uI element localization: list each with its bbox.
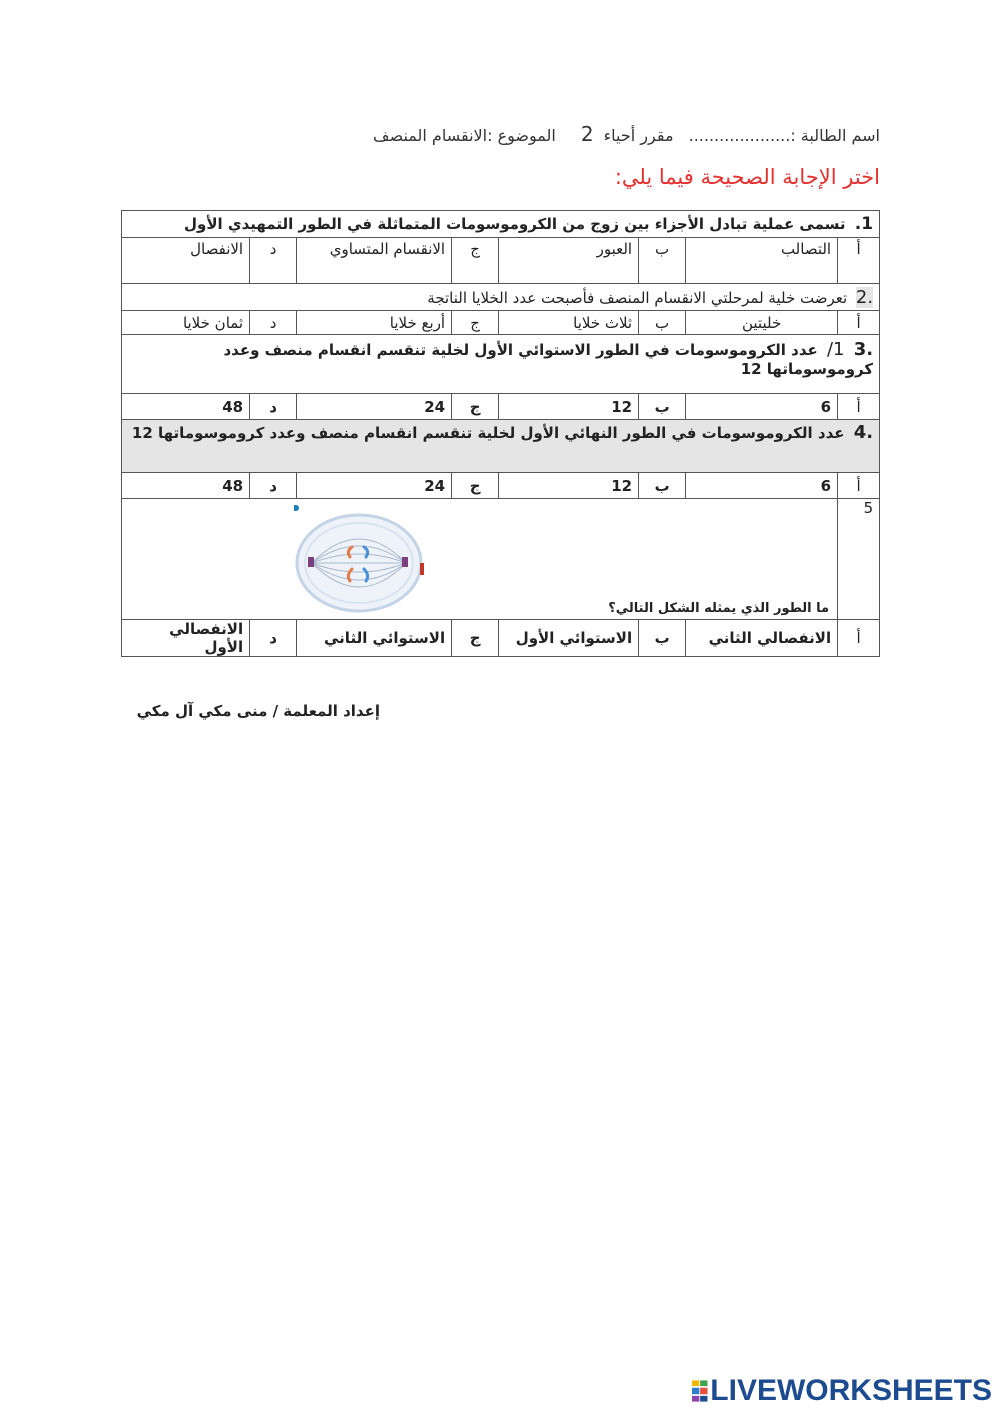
- question-2-row: [122, 284, 880, 311]
- q4-option-a[interactable]: 6: [686, 473, 838, 499]
- q2-option-b[interactable]: ثلاث خلايا: [499, 311, 639, 335]
- q5-option-b[interactable]: الاستوائي الأول: [499, 620, 639, 657]
- option-letter-b: ب: [639, 620, 686, 657]
- question-1-row: [122, 211, 880, 238]
- question-5-text: ما الطور الذي يمثله الشكل التالي؟: [608, 601, 830, 616]
- question-5-row: [122, 499, 880, 620]
- option-letter-d: د: [250, 394, 297, 420]
- figure-corner-mark: [294, 505, 299, 511]
- q5-option-c[interactable]: الاستوائي الثاني: [297, 620, 452, 657]
- question-5-number: 5: [838, 499, 880, 620]
- q3-option-a[interactable]: 6: [686, 394, 838, 420]
- q3-option-c[interactable]: 24: [297, 394, 452, 420]
- cell-division-figure: [294, 505, 424, 615]
- q3-option-b[interactable]: 12: [499, 394, 639, 420]
- question-3-text: .3 1/ عدد الكروموسومات في الطور الاستوائي الأول لخلية تنقسم انقسام منصف وعدد كروموسوماتها 12: [122, 335, 880, 394]
- quiz-table: [121, 210, 880, 657]
- option-letter-a: أ: [838, 394, 880, 420]
- option-letter-c: ج: [452, 394, 499, 420]
- brand-name: LIVEWORKSHEETS: [710, 1374, 992, 1407]
- q1-option-b[interactable]: العبور: [499, 238, 639, 284]
- option-letter-a: أ: [838, 238, 880, 284]
- q2-option-c[interactable]: أربع خلايا: [297, 311, 452, 335]
- option-letter-b: ب: [639, 473, 686, 499]
- question-1-text: 1. تسمى عملية تبادل الأجزاء بين زوج من الكروموسومات المتماثلة في الطور التمهيدي الأول: [122, 211, 880, 238]
- course-number: 2: [580, 122, 594, 146]
- student-name-label: اسم الطالبة :....................: [688, 126, 880, 145]
- question-3-row: [122, 335, 880, 394]
- liveworksheets-brand[interactable]: [692, 1374, 992, 1408]
- option-letter-c: ج: [452, 311, 499, 335]
- option-letter-b: ب: [639, 238, 686, 284]
- option-letter-b: ب: [639, 394, 686, 420]
- topic-label: الموضوع :الانقسام المنصف: [373, 126, 556, 145]
- option-letter-c: ج: [452, 620, 499, 657]
- option-letter-d: د: [250, 311, 297, 335]
- q4-option-b[interactable]: 12: [499, 473, 639, 499]
- q4-option-c[interactable]: 24: [297, 473, 452, 499]
- option-letter-a: أ: [838, 473, 880, 499]
- liveworksheets-logo-icon: [692, 1378, 708, 1404]
- question-4-options: [122, 473, 880, 499]
- question-5-figure-cell: [122, 499, 838, 620]
- option-letter-b: ب: [639, 311, 686, 335]
- option-letter-a: أ: [838, 620, 880, 657]
- q5-option-a[interactable]: الانفصالي الثاني: [686, 620, 838, 657]
- question-2-text: .2 تعرضت خلية لمرحلتي الانقسام المنصف فأصبحت عدد الخلايا الناتجة: [122, 284, 880, 311]
- question-5-options: [122, 620, 880, 657]
- instruction-heading: اختر الإجابة الصحيحة فيما يلي:: [614, 165, 880, 189]
- question-2-options: [122, 311, 880, 335]
- q1-option-c[interactable]: الانقسام المتساوي: [297, 238, 452, 284]
- option-letter-d: د: [250, 238, 297, 284]
- option-letter-a: أ: [838, 311, 880, 335]
- question-4-text: .4 عدد الكروموسومات في الطور النهائي الأول لخلية تنقسم انقسام منصف وعدد كروموسوماتها 12: [122, 420, 880, 473]
- author-credit: إعداد المعلمة / منى مكي آل مكي: [136, 702, 380, 720]
- q1-option-a[interactable]: التصالب: [686, 238, 838, 284]
- option-letter-d: د: [250, 620, 297, 657]
- q4-option-d[interactable]: 48: [122, 473, 250, 499]
- option-letter-c: ج: [452, 238, 499, 284]
- q2-option-d[interactable]: ثمان خلايا: [122, 311, 250, 335]
- left-centrosome: [308, 557, 314, 567]
- question-3-options: [122, 394, 880, 420]
- option-letter-c: ج: [452, 473, 499, 499]
- q2-option-a[interactable]: خليتين: [686, 311, 838, 335]
- course-label: مقرر أحياء2: [580, 122, 674, 146]
- right-centrosome: [402, 557, 408, 567]
- figure-edge-mark: [420, 563, 424, 575]
- q3-option-d[interactable]: 48: [122, 394, 250, 420]
- q1-option-d[interactable]: الانفصال: [122, 238, 250, 284]
- question-1-options: [122, 238, 880, 284]
- q5-option-d[interactable]: الانفصالي الأول: [122, 620, 250, 657]
- option-letter-d: د: [250, 473, 297, 499]
- header-line: [120, 122, 880, 146]
- question-4-row: [122, 420, 880, 473]
